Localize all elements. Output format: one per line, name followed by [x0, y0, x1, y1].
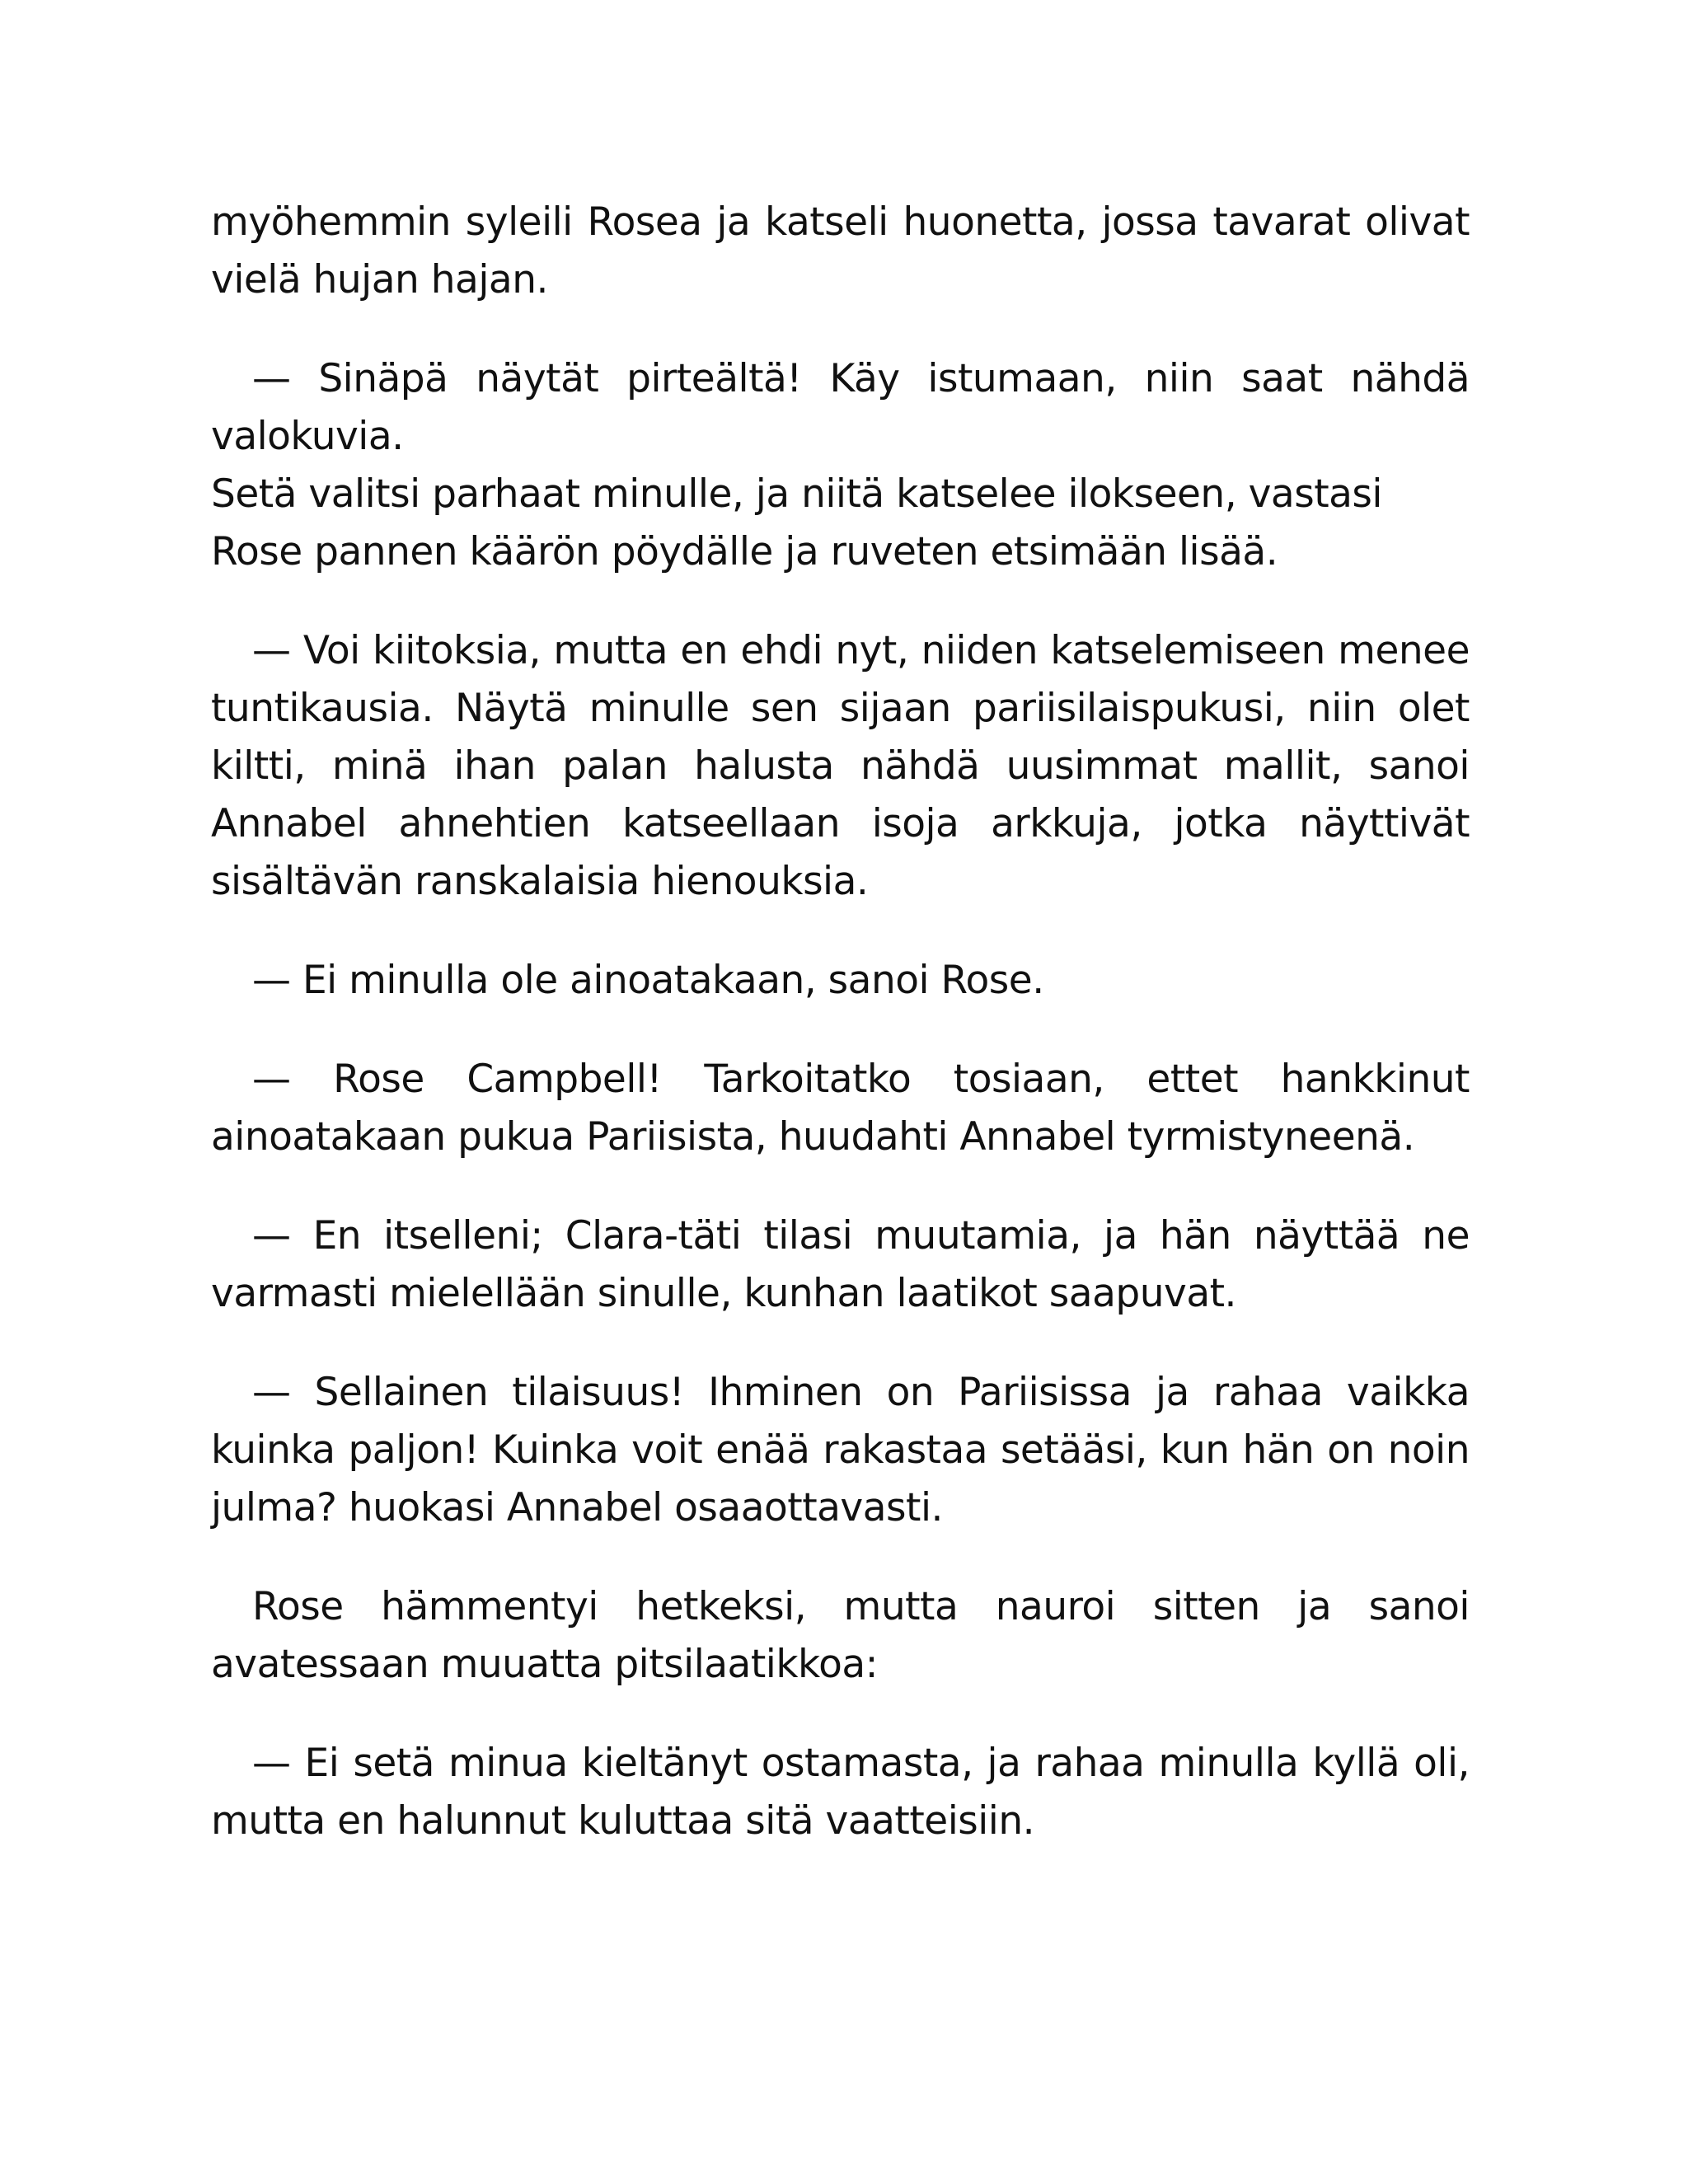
- paragraph-10: Rose hämmentyi hetkeksi, mutta nauroi sitten ja sanoi avatessaan muuatta pitsilaatikkoa:: [211, 1584, 1470, 1687]
- paragraph-5: — Voi kiitoksia, mutta en ehdi nyt, niiden katselemiseen menee tuntikausia. Näytä minulle sen sijaan pariisilaispukusi, niin olet kiltti, minä ihan palan halusta nähdä uusimmat mallit, sanoi Annabel ahnehtien katseellaan isoja arkkuja, jotka näyttivät sisältävän ranskalaisia hienouksia.: [211, 628, 1470, 904]
- paragraph-3: Setä valitsi parhaat minulle, ja niitä katselee ilokseen, vastasi: [211, 471, 1382, 517]
- paragraph-9: — Sellainen tilaisuus! Ihminen on Pariisissa ja rahaa vaikka kuinka paljon! Kuinka voit enää rakastaa setääsi, kun hän on noin julma? huokasi Annabel osaaottavasti.: [211, 1370, 1470, 1530]
- paragraph-8: — En itselleni; Clara-täti tilasi muutamia, ja hän näyttää ne varmasti mielellään sinulle, kunhan laatikot saapuvat.: [211, 1213, 1470, 1316]
- paragraph-7: — Rose Campbell! Tarkoitatko tosiaan, ettet hankkinut ainoatakaan pukua Pariisista, huudahti Annabel tyrmistyneenä.: [211, 1057, 1470, 1160]
- paragraph-2: — Sinäpä näytät pirteältä! Käy istumaan, niin saat nähdä valokuvia.: [211, 356, 1470, 459]
- paragraph-6: — Ei minulla ole ainoatakaan, sanoi Rose.: [252, 958, 1044, 1003]
- paragraph-11: — Ei setä minua kieltänyt ostamasta, ja rahaa minulla kyllä oli, mutta en halunnut kuluttaa sitä vaatteisiin.: [211, 1741, 1470, 1844]
- paragraph-1: myöhemmin syleili Rosea ja katseli huonetta, jossa tavarat olivat vielä hujan hajan.: [211, 199, 1470, 302]
- body-text: [211, 194, 1470, 1891]
- paragraph-4: Rose pannen käärön pöydälle ja ruveten etsimään lisää.: [211, 529, 1278, 574]
